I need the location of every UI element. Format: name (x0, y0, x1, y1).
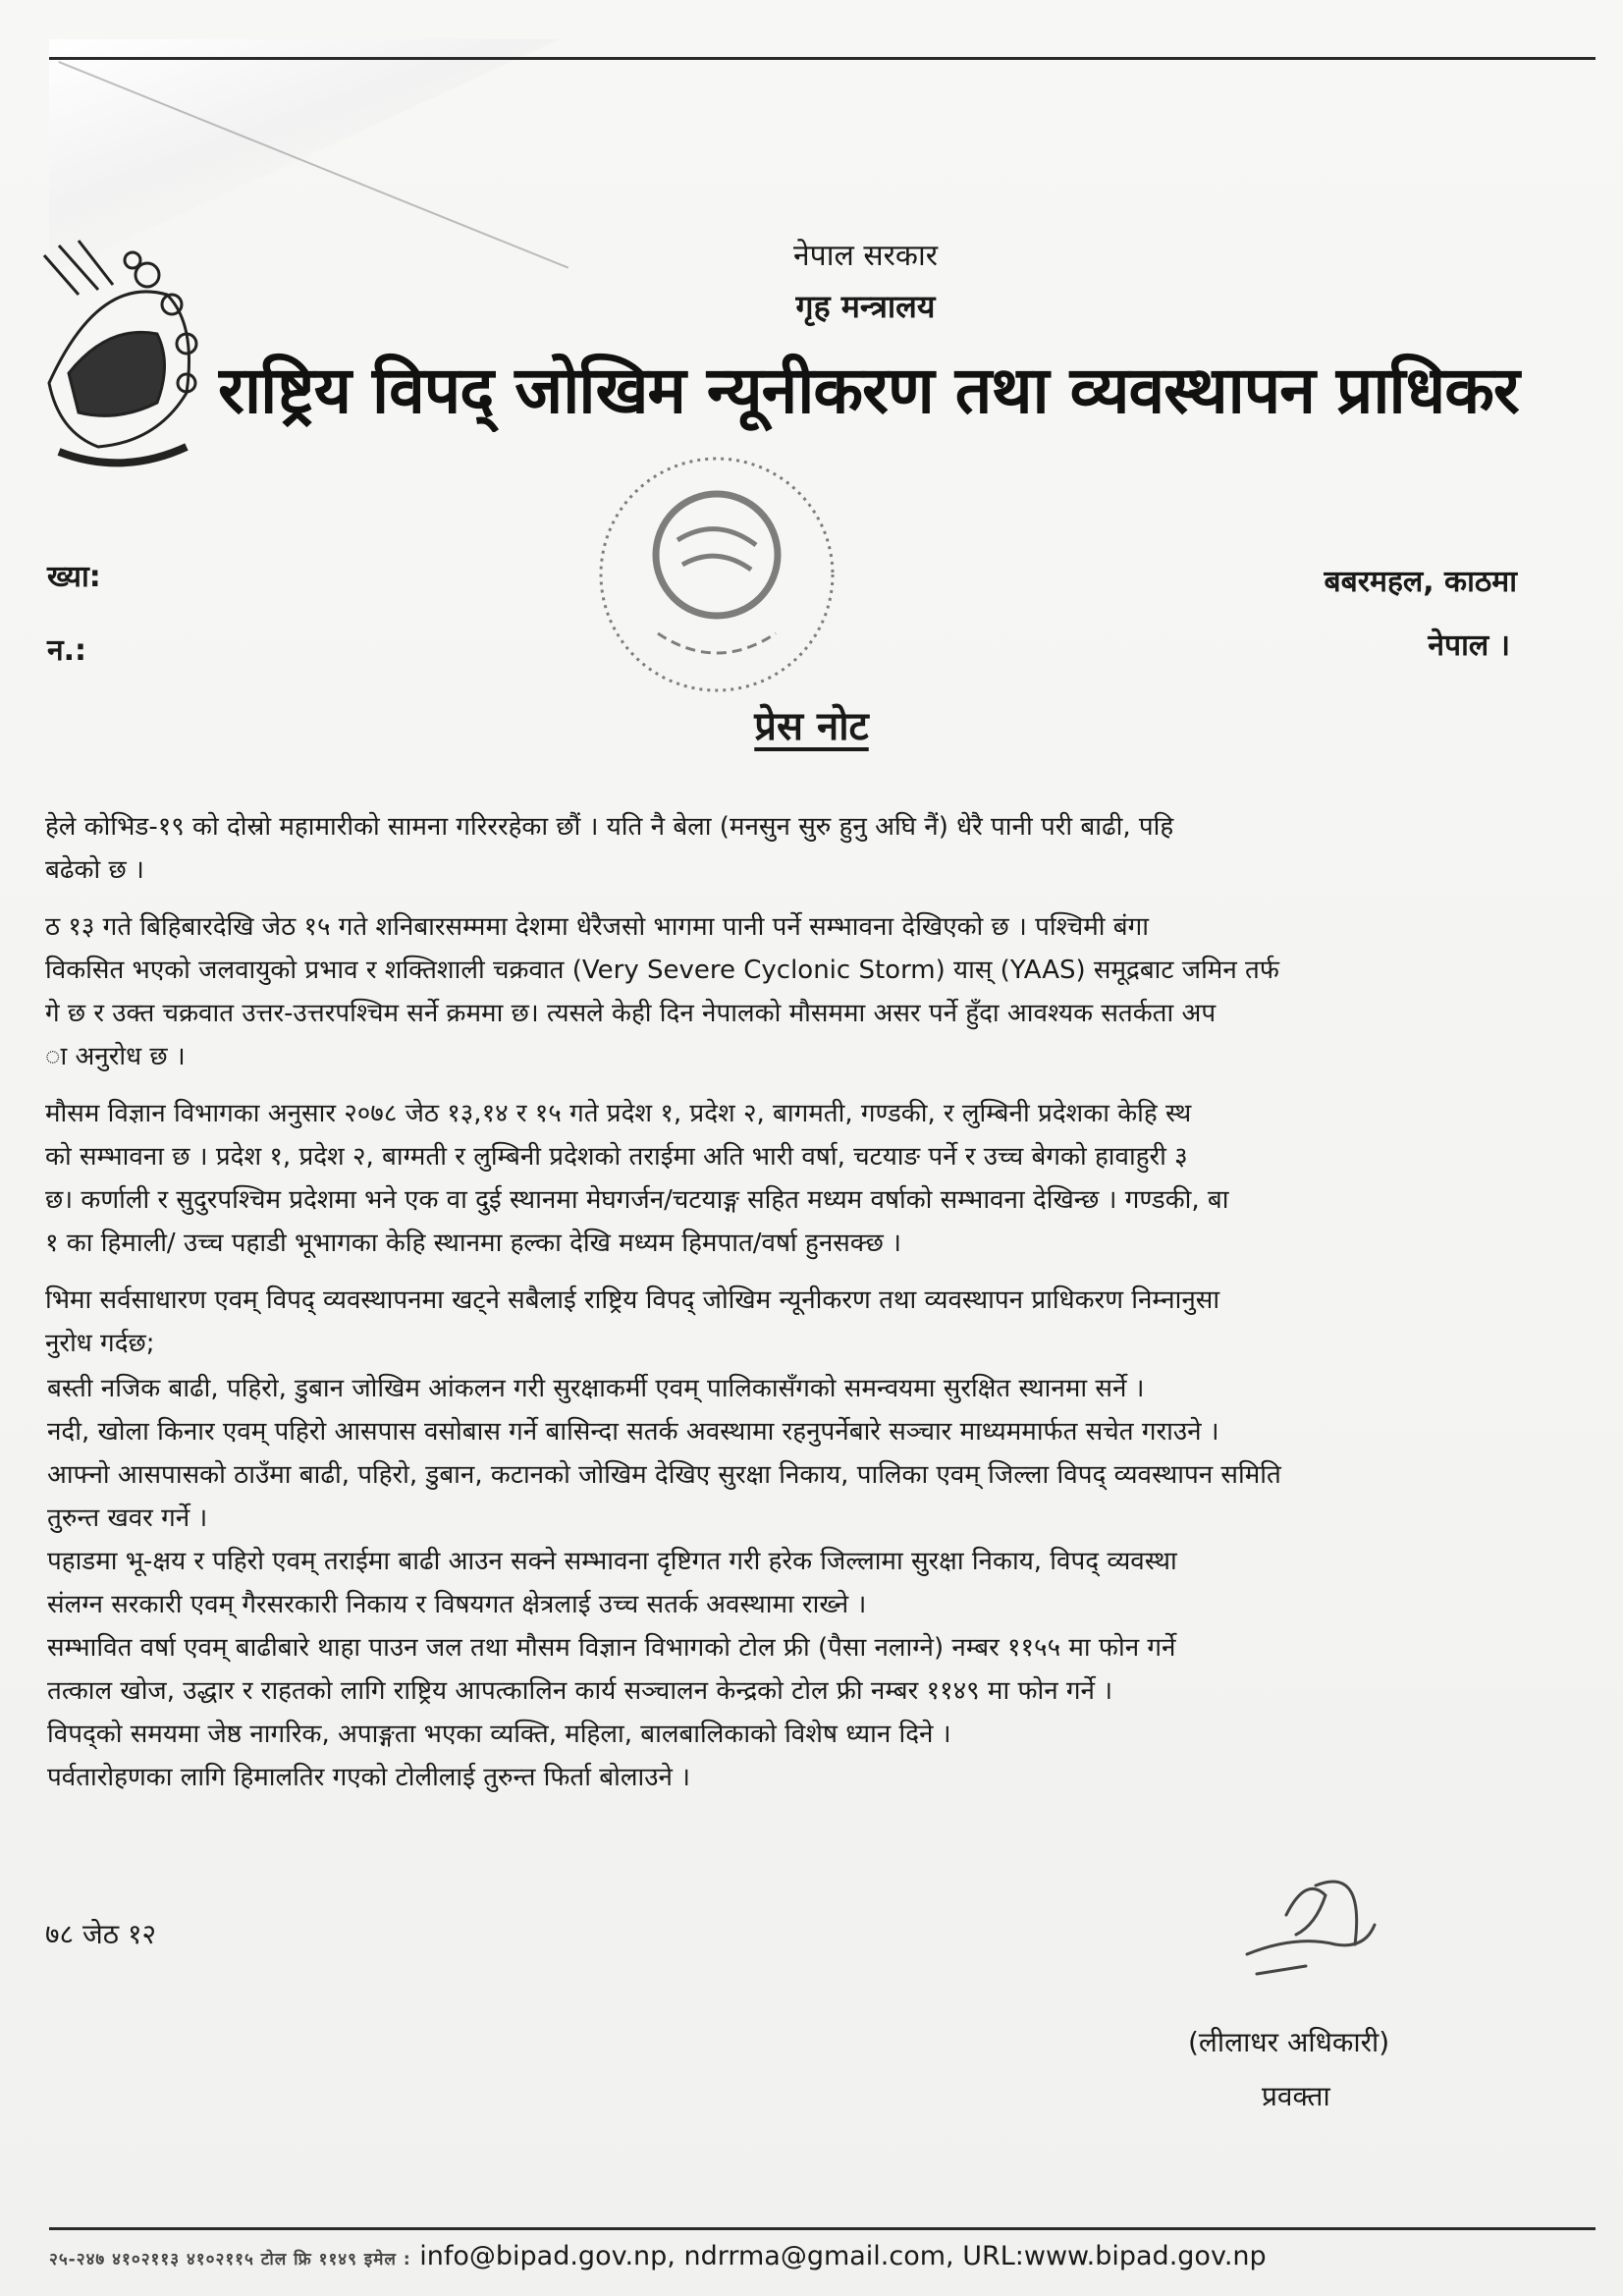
document-title: प्रेस नोट (754, 704, 869, 749)
top-border-line (49, 57, 1596, 60)
instruction-list (45, 1367, 1523, 1799)
ministry-name: गृह मन्त्रालय (795, 288, 936, 325)
signatory-name: (लीलाधर अधिकारी) (1188, 2026, 1390, 2058)
press-note-body (45, 805, 1523, 1799)
text-line: छ। कर्णाली र सुदुरपश्चिम प्रदेशमा भने एक वा दुई स्थानमा मेघगर्जन/चटयाङ्ग सहित मध्यम वर्षाको सम्भावना देखिन्छ । गण्डकी, बा (45, 1185, 1229, 1215)
footer-contact (49, 2241, 1596, 2271)
authority-name: राष्ट्रिय विपद् जोखिम न्यूनीकरण तथा व्यवस्थापन प्राधिकर (218, 353, 1519, 428)
text-line: गे छ र उक्त चक्रवात उत्तर-उत्तरपश्चिम सर्ने क्रममा छ। त्यसले केही दिन नेपालको मौसममा असर पर्ने हुँदा आवश्यक सतर्कता अप (45, 999, 1217, 1028)
list-item: सम्भावित वर्षा एवम् बाढीबारे थाहा पाउन जल तथा मौसम विज्ञान विभागको टोल फ्री (पैसा नलाग्ने) नम्बर ११५५ मा फोन गर्ने (47, 1633, 1176, 1663)
issue-date: ७८ जेठ १२ (45, 1918, 157, 1950)
paragraph (45, 905, 1523, 1078)
text-line: विकसित भएको जलवायुको प्रभाव र शक्तिशाली चक्रवात (Very Severe Cyclonic Storm) यास् (YAAS) समूद्रबाट जमिन तर्फ (45, 956, 1279, 985)
text-line: १ का हिमाली/ उच्च पहाडी भूभागका केहि स्थानमा हल्का देखि मध्यम हिमपात/वर्षा हुनसक्छ । (45, 1229, 902, 1258)
government-name: नेपाल सरकार (793, 239, 938, 273)
signatory-role: प्रवक्ता (1262, 2080, 1330, 2112)
dispatch-number-label: न.: (47, 633, 87, 668)
text-line: को सम्भावना छ । प्रदेश १, प्रदेश २, बाग्मती र लुम्बिनी प्रदेशको तराईमा अति भारी वर्षा, चटयाङ पर्ने र उच्च बेगको हावाहुरी ३ (45, 1142, 1188, 1172)
text-line: ठ १३ गते बिहिबारदेखि जेठ १५ गते शनिबारसम्ममा देशमा धेरैजसो भागमा पानी पर्ने सम्भावना देखिएको छ । पश्चिमी बंगा (45, 912, 1149, 942)
text-line: नुरोध गर्दछ; (45, 1329, 155, 1358)
list-item: तत्काल खोज, उद्धार र राहतको लागि राष्ट्रिय आपत्कालिन कार्य सञ्चालन केन्द्रको टोल फ्री नम्बर ११४९ मा फोन गर्ने । (47, 1676, 1113, 1706)
text-line: भिमा सर्वसाधारण एवम् विपद् व्यवस्थापनमा खट्ने सबैलाई राष्ट्रिय विपद् जोखिम न्यूनीकरण तथा व्यवस्थापन प्राधिकरण निम्नानुसा (45, 1285, 1220, 1315)
paragraph (45, 1092, 1523, 1265)
list-item: पर्वतारोहणका लागि हिमालतिर गएको टोलीलाई तुरुन्त फिर्ता बोलाउने । (47, 1763, 690, 1792)
text-line: बढेको छ । (45, 855, 144, 885)
paragraph (45, 805, 1523, 892)
list-item: पहाडमा भू-क्षय र पहिरो एवम् तराईमा बाढी आउन सक्ने सम्भावना दृष्टिगत गरी हरेक जिल्लामा सुरक्षा निकाय, विपद् व्यवस्था (47, 1547, 1177, 1576)
list-item: तुरुन्त खवर गर्ने । (47, 1503, 208, 1533)
signature-icon (1217, 1856, 1404, 2003)
list-item: आफ्नो आसपासको ठाउँमा बाढी, पहिरो, डुबान, कटानको जोखिम देखिए सुरक्षा निकाय, पालिका एवम् जिल्ला विपद् व्यवस्थापन समिति (47, 1460, 1281, 1490)
office-address: बबरमहल, काठमा (1324, 565, 1517, 599)
footer-border-line (49, 2227, 1596, 2230)
text-line: मौसम विज्ञान विभागका अनुसार २०७८ जेठ १३,१४ र १५ गते प्रदेश १, प्रदेश २, बागमती, गण्डकी, र लुम्बिनी प्रदेशका केहि स्थ (45, 1099, 1192, 1128)
list-item: विपद्को समयमा जेष्ठ नागरिक, अपाङ्गता भएका व्यक्ति, महिला, बालबालिकाको विशेष ध्यान दिने । (47, 1720, 951, 1749)
list-item: संलग्न सरकारी एवम् गैरसरकारी निकाय र विषयगत क्षेत्रलाई उच्च सतर्क अवस्थामा राख्ने । (47, 1590, 867, 1619)
office-seal-icon (589, 447, 844, 702)
footer-email-url: info@bipad.gov.np, ndrrma@gmail.com, URL:www.bipad.gov.np (419, 2241, 1267, 2271)
text-line: हेले कोभिड-१९ को दोस्रो महामारीको सामना गरिररहेका छौं । यति नै बेला (मनसुन सुरु हुनु अघि नैं) धेरै पानी परी बाढी, पहि (45, 812, 1174, 842)
list-item: बस्ती नजिक बाढी, पहिरो, डुबान जोखिम आंकलन गरी सुरक्षाकर्मी एवम् पालिकासँगको समन्वयमा सुरक्षित स्थानमा सर्ने । (47, 1374, 1145, 1403)
reference-number-label: ख्या: (47, 560, 101, 594)
office-country: नेपाल । (1428, 629, 1510, 663)
text-line: ा अनुरोध छ । (45, 1042, 186, 1071)
footer-phone-numbers: २५-२४७ ४१०२११३ ४१०२११५ टोल फ्रि ११४९ इमेल : (49, 2250, 411, 2269)
list-item: नदी, खोला किनार एवम् पहिरो आसपास वसोबास गर्ने बासिन्दा सतर्क अवस्थामा रहनुपर्नेबारे सञ्चार माध्यममार्फत सचेत गराउने । (47, 1417, 1219, 1447)
paragraph (45, 1279, 1523, 1365)
